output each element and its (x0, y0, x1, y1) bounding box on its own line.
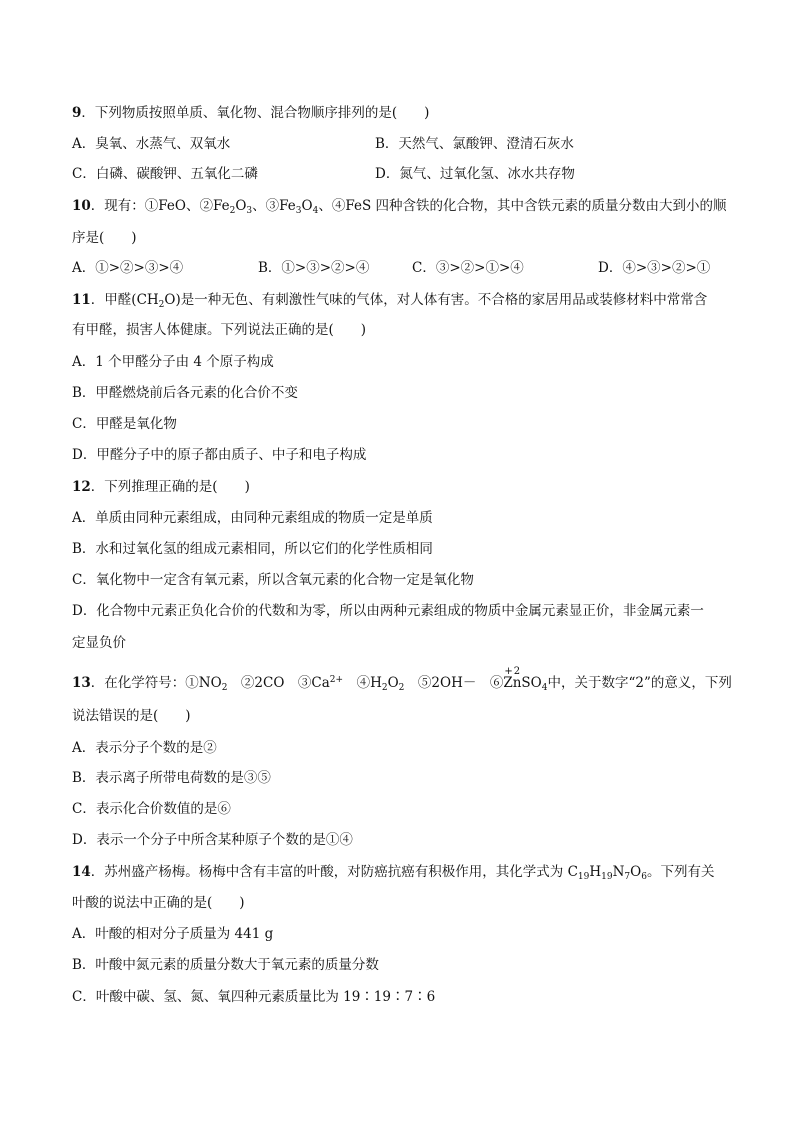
question-14-option-a: A．叶酸的相对分子质量为 441 g (72, 926, 274, 942)
question-13-option-c: C．表示化合价数值的是⑥ (72, 801, 231, 817)
question-13-option-d: D．表示一个分子中所含某种原子个数的是①④ (72, 832, 353, 848)
question-9-option-d: D．氮气、过氧化氢、冰水共存物 (375, 166, 575, 182)
question-13-option-b: B．表示离子所带电荷数的是③⑤ (72, 770, 271, 786)
question-number: 13 (72, 675, 91, 691)
zinc-valence-notation: +2 Zn (503, 666, 522, 691)
question-10-stem-line2: 序是( ) (72, 230, 137, 246)
question-14-option-b: B．叶酸中氮元素的质量分数大于氧元素的质量分数 (72, 957, 379, 973)
question-number: 12 (72, 479, 91, 495)
question-number: 10 (72, 198, 91, 214)
question-14-stem: 14．苏州盛产杨梅。杨梅中含有丰富的叶酸，对防癌抗癌有积极作用，其化学式为 $C_{19}H_{19}N_7O_6$。下列有关 (72, 864, 715, 882)
question-9-option-c: C．白磷、碳酸钾、五氧化二磷 (72, 166, 258, 182)
question-number: 14 (72, 864, 91, 880)
question-10-stem: 10．现有：①FeO、$②Fe_2O_3$、$③Fe_3O_4$、④FeS 四种含铁的化合物，其中含铁元素的质量分数由大到小的顺 (72, 198, 727, 216)
question-9-option-b: B．天然气、氯酸钾、澄清石灰水 (375, 136, 574, 152)
question-13-stem: 13．在化学符号：$①NO_2$ ②2CO $③Ca^{2+}$ $④H_2O_2$ ⑤2OH－ ⑥ +2 ZnSO$_4$中，关于数字“2”的意义，下列 (72, 666, 732, 693)
question-12-option-b: B．水和过氧化氢的组成元素相同，所以它们的化学性质相同 (72, 541, 433, 557)
question-13-stem-line2: 说法错误的是( ) (72, 708, 191, 724)
question-11-option-a: A．1 个甲醛分子由 4 个原子构成 (72, 354, 274, 370)
question-11-stem-line2: 有甲醛，损害人体健康。下列说法正确的是( ) (72, 322, 367, 338)
question-11-stem: 11．甲醛$(CH_2O)$是一种无色、有刺激性气味的气体，对人体有害。不合格的家居用品或装修材料中常常含 (72, 292, 708, 310)
question-12-option-c: C．氧化物中一定含有氧元素，所以含氧元素的化合物一定是氧化物 (72, 572, 474, 588)
question-9-stem: 9．下列物质按照单质、氧化物、混合物顺序排列的是( ) (72, 105, 430, 121)
question-11-option-c: C．甲醛是氧化物 (72, 416, 177, 432)
question-number: 11 (72, 292, 91, 308)
question-10-option-a: A．①>②>③>④ (72, 260, 184, 276)
question-number: 9 (72, 105, 82, 121)
question-14-option-c: C．叶酸中碳、氢、氮、氧四种元素质量比为 19∶19∶7∶6 (72, 989, 436, 1005)
question-12-stem: 12．下列推理正确的是( ) (72, 479, 250, 495)
question-12-option-a: A．单质由同种元素组成，由同种元素组成的物质一定是单质 (72, 510, 433, 526)
question-10-option-d: D．④>③>②>① (598, 260, 711, 276)
question-12-option-d: D．化合物中元素正负化合价的代数和为零，所以由两种元素组成的物质中金属元素显正价，非金属元素一 (72, 603, 704, 619)
question-11-option-d: D．甲醛分子中的原子都由质子、中子和电子构成 (72, 447, 367, 463)
question-13-option-a: A．表示分子个数的是② (72, 740, 217, 756)
question-11-option-b: B．甲醛燃烧前后各元素的化合价不变 (72, 385, 298, 401)
question-12-option-d-line2: 定显负价 (72, 635, 126, 651)
question-10-option-c: C．③>②>①>④ (412, 260, 524, 276)
question-10-option-b: B．①>③>②>④ (258, 260, 370, 276)
question-14-stem-line2: 叶酸的说法中正确的是( ) (72, 895, 245, 911)
question-9-option-a: A．臭氧、水蒸气、双氧水 (72, 136, 231, 152)
